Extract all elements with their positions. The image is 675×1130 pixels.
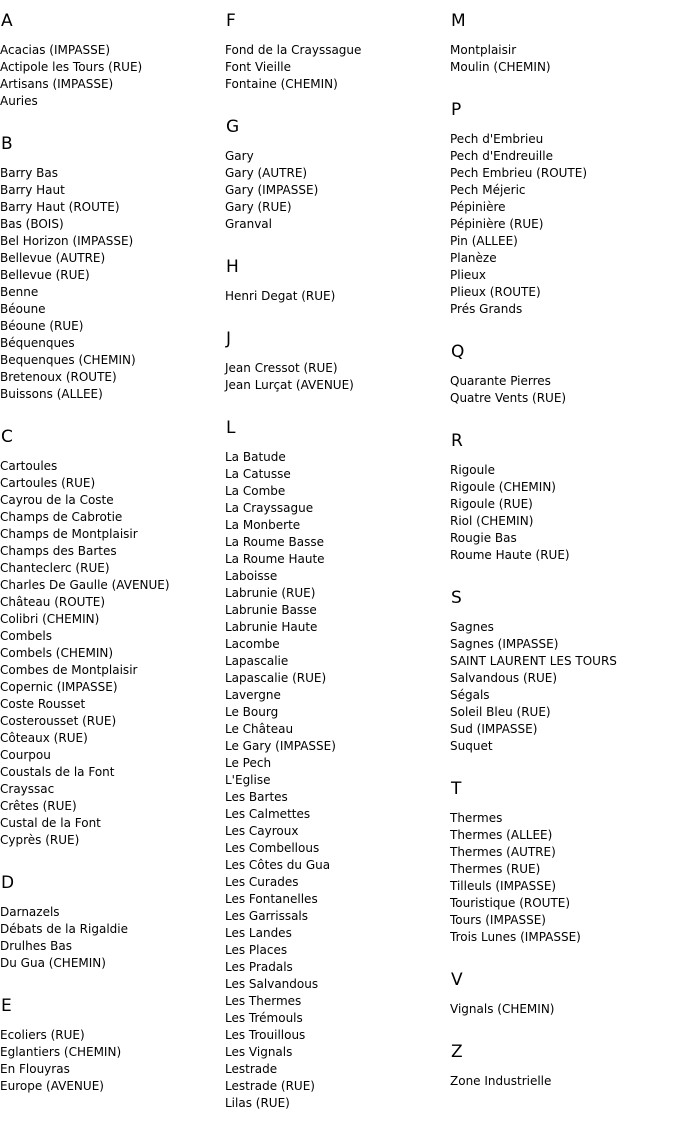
street-link[interactable]: Granval — [225, 217, 272, 231]
street-link[interactable]: Les Bartes — [225, 790, 288, 804]
street-link[interactable]: Font Vieille — [225, 60, 291, 74]
street-link[interactable]: Les Curades — [225, 875, 299, 889]
street-link[interactable]: Custal de la Font — [0, 816, 101, 830]
street-link[interactable]: Béoune (RUE) — [0, 319, 84, 333]
street-link[interactable]: Quatre Vents (RUE) — [450, 391, 567, 405]
street-list — [225, 42, 450, 93]
street-link[interactable]: Ecoliers (RUE) — [0, 1028, 85, 1042]
street-link[interactable]: Château (ROUTE) — [0, 595, 106, 609]
street-link[interactable]: Darnazels — [0, 905, 60, 919]
street-link[interactable]: Labrunie Haute — [225, 620, 318, 634]
letter-section — [225, 417, 450, 1112]
street-link[interactable]: Costerousset (RUE) — [0, 714, 117, 728]
street-list — [450, 373, 675, 407]
letter-section — [450, 778, 675, 946]
street-link[interactable]: Pin (ALLEE) — [450, 234, 518, 248]
letter-section — [450, 430, 675, 564]
street-link[interactable]: Le Château — [225, 722, 294, 736]
street-link[interactable]: Cartoules — [0, 459, 58, 473]
letter-heading: F — [226, 11, 236, 31]
street-list — [225, 449, 450, 1112]
street-link[interactable]: Gary (AUTRE) — [225, 166, 308, 180]
street-link[interactable]: Suquet — [450, 739, 493, 753]
street-list — [450, 42, 675, 76]
street-link[interactable]: Acacias (IMPASSE) — [0, 43, 111, 57]
street-link[interactable]: Cayrou de la Coste — [0, 493, 114, 507]
street-index-column-3 — [450, 0, 675, 1090]
street-link[interactable]: Vignals (CHEMIN) — [450, 1002, 555, 1016]
street-link[interactable]: Champs des Bartes — [0, 544, 117, 558]
letter-heading: B — [1, 134, 13, 154]
street-link[interactable]: Europe (AVENUE) — [0, 1079, 104, 1093]
letter-heading: L — [226, 418, 236, 438]
street-link[interactable]: Lilas (RUE) — [225, 1096, 290, 1110]
street-link[interactable]: Pech d'Embrieu — [450, 132, 544, 146]
letter-section — [0, 426, 225, 849]
letter-heading: V — [451, 970, 463, 990]
street-link[interactable]: Quarante Pierres — [450, 374, 551, 388]
street-link[interactable]: Buissons (ALLEE) — [0, 387, 103, 401]
street-link[interactable]: Thermes (AUTRE) — [450, 845, 556, 859]
street-list — [450, 810, 675, 946]
street-link[interactable]: Zone Industrielle — [450, 1074, 552, 1088]
street-link[interactable]: Champs de Montplaisir — [0, 527, 138, 541]
street-list — [225, 288, 450, 305]
street-link[interactable]: Charles De Gaulle (AVENUE) — [0, 578, 170, 592]
street-link[interactable]: Rigoule (CHEMIN) — [450, 480, 556, 494]
street-list — [450, 131, 675, 318]
letter-heading: J — [226, 329, 232, 349]
street-link[interactable]: Chanteclerc (RUE) — [0, 561, 110, 575]
street-link[interactable]: Cartoules (RUE) — [0, 476, 96, 490]
street-link[interactable]: Les Cayroux — [225, 824, 299, 838]
letter-section — [450, 341, 675, 407]
street-list — [450, 1073, 675, 1090]
street-link[interactable]: Bequenques (CHEMIN) — [0, 353, 136, 367]
street-link[interactable]: Pépinière (RUE) — [450, 217, 544, 231]
street-link[interactable]: Tilleuls (IMPASSE) — [450, 879, 557, 893]
letter-heading: H — [226, 257, 239, 277]
street-link[interactable]: Gary — [225, 149, 254, 163]
street-link[interactable]: Les Trémouls — [225, 1011, 303, 1025]
street-link[interactable]: Planèze — [450, 251, 497, 265]
letter-heading: A — [1, 11, 13, 31]
street-link[interactable]: Drulhes Bas — [0, 939, 73, 953]
street-index-column-2 — [225, 0, 450, 1112]
letter-section — [450, 99, 675, 318]
letter-section — [450, 969, 675, 1018]
street-link[interactable]: Barry Haut (ROUTE) — [0, 200, 120, 214]
street-link[interactable]: Henri Degat (RUE) — [225, 289, 336, 303]
street-link[interactable]: Crêtes (RUE) — [0, 799, 77, 813]
letter-section — [0, 872, 225, 972]
street-list — [225, 148, 450, 233]
street-link[interactable]: Artisans (IMPASSE) — [0, 77, 114, 91]
street-link[interactable]: Bellevue (AUTRE) — [0, 251, 106, 265]
street-link[interactable]: Coste Rousset — [0, 697, 86, 711]
street-link[interactable]: Labrunie Basse — [225, 603, 317, 617]
letter-section — [225, 116, 450, 233]
street-link[interactable]: Le Bourg — [225, 705, 279, 719]
street-link[interactable]: Thermes (RUE) — [450, 862, 541, 876]
letter-section — [0, 995, 225, 1095]
letter-section — [225, 10, 450, 93]
street-list — [0, 165, 225, 403]
street-link[interactable]: Lacombe — [225, 637, 280, 651]
street-list — [0, 1027, 225, 1095]
street-link[interactable]: Combels — [0, 629, 52, 643]
street-link[interactable]: Fond de la Crayssague — [225, 43, 362, 57]
street-link[interactable]: L'Eglise — [225, 773, 271, 787]
street-link[interactable]: Sagnes (IMPASSE) — [450, 637, 559, 651]
street-link[interactable]: Pech Embrieu (ROUTE) — [450, 166, 588, 180]
street-link[interactable]: Le Pech — [225, 756, 272, 770]
street-list — [450, 1001, 675, 1018]
street-link[interactable]: Rigoule — [450, 463, 495, 477]
letter-heading: Q — [451, 342, 465, 362]
street-link[interactable]: Le Gary (IMPASSE) — [225, 739, 336, 753]
letter-section — [0, 10, 225, 110]
street-list — [450, 619, 675, 755]
street-link[interactable]: Moulin (CHEMIN) — [450, 60, 551, 74]
street-link[interactable]: Bellevue (RUE) — [0, 268, 90, 282]
street-link[interactable]: La Roume Basse — [225, 535, 324, 549]
street-link[interactable]: Lavergne — [225, 688, 281, 702]
street-link[interactable]: Soleil Bleu (RUE) — [450, 705, 551, 719]
street-link[interactable]: La Crayssague — [225, 501, 314, 515]
street-link[interactable]: Combes de Montplaisir — [0, 663, 138, 677]
street-link[interactable]: Courpou — [0, 748, 51, 762]
street-link[interactable]: Eglantiers (CHEMIN) — [0, 1045, 122, 1059]
street-link[interactable]: Barry Bas — [0, 166, 58, 180]
street-link[interactable]: La Batude — [225, 450, 286, 464]
letter-section — [450, 1041, 675, 1090]
street-link[interactable]: Les Côtes du Gua — [225, 858, 331, 872]
street-link[interactable]: Benne — [0, 285, 39, 299]
street-link[interactable]: Lestrade (RUE) — [225, 1079, 315, 1093]
street-link[interactable]: Copernic (IMPASSE) — [0, 680, 118, 694]
street-link[interactable]: Tours (IMPASSE) — [450, 913, 546, 927]
street-link[interactable]: Trois Lunes (IMPASSE) — [450, 930, 581, 944]
street-link[interactable]: Prés Grands — [450, 302, 523, 316]
letter-heading: G — [226, 117, 240, 137]
street-link[interactable]: Combels (CHEMIN) — [0, 646, 114, 660]
street-link[interactable]: Laboisse — [225, 569, 278, 583]
street-link[interactable]: Les Vignals — [225, 1045, 293, 1059]
street-link[interactable]: Débats de la Rigaldie — [0, 922, 128, 936]
letter-heading: P — [451, 100, 462, 120]
street-link[interactable]: Montplaisir — [450, 43, 517, 57]
street-link[interactable]: Gary (RUE) — [225, 200, 292, 214]
street-link[interactable]: Béoune — [0, 302, 46, 316]
street-link[interactable]: Les Trouillous — [225, 1028, 306, 1042]
street-link[interactable]: Sud (IMPASSE) — [450, 722, 538, 736]
street-link[interactable]: Sagnes — [450, 620, 494, 634]
letter-heading: R — [451, 431, 463, 451]
street-link[interactable]: Thermes (ALLEE) — [450, 828, 553, 842]
street-list — [225, 360, 450, 394]
letter-section — [0, 133, 225, 403]
street-link[interactable]: Pech d'Endreuille — [450, 149, 553, 163]
street-link[interactable]: Bel Horizon (IMPASSE) — [0, 234, 134, 248]
street-link[interactable]: Fontaine (CHEMIN) — [225, 77, 338, 91]
street-link[interactable]: Les Landes — [225, 926, 292, 940]
street-link[interactable]: Ségals — [450, 688, 490, 702]
street-link[interactable]: Coustals de la Font — [0, 765, 115, 779]
street-index-column-1 — [0, 0, 225, 1095]
street-link[interactable]: Plieux — [450, 268, 486, 282]
letter-heading: C — [1, 427, 13, 447]
letter-section — [450, 10, 675, 76]
letter-section — [225, 328, 450, 394]
street-link[interactable]: Labrunie (RUE) — [225, 586, 316, 600]
street-link[interactable]: Les Places — [225, 943, 288, 957]
street-link[interactable]: Plieux (ROUTE) — [450, 285, 541, 299]
street-link[interactable]: Rigoule (RUE) — [450, 497, 533, 511]
street-link[interactable]: Actipole les Tours (RUE) — [0, 60, 143, 74]
street-link[interactable]: Gary (IMPASSE) — [225, 183, 319, 197]
street-link[interactable]: Les Fontanelles — [225, 892, 318, 906]
street-link[interactable]: Riol (CHEMIN) — [450, 514, 534, 528]
street-link[interactable]: Colibri (CHEMIN) — [0, 612, 100, 626]
street-list — [0, 458, 225, 849]
street-link[interactable]: Roume Haute (RUE) — [450, 548, 570, 562]
street-link[interactable]: Les Calmettes — [225, 807, 311, 821]
street-link[interactable]: Les Salvandous — [225, 977, 319, 991]
letter-heading: D — [1, 873, 15, 893]
street-link[interactable]: Crayssac — [0, 782, 55, 796]
street-link[interactable]: Les Combellous — [225, 841, 320, 855]
street-link[interactable]: Thermes — [450, 811, 503, 825]
street-link[interactable]: Lestrade — [225, 1062, 278, 1076]
street-link[interactable]: Lapascalie (RUE) — [225, 671, 327, 685]
street-link[interactable]: Bas (BOIS) — [0, 217, 64, 231]
letter-heading: Z — [451, 1042, 463, 1062]
letter-heading: S — [451, 588, 462, 608]
street-link[interactable]: Champs de Cabrotie — [0, 510, 123, 524]
street-link[interactable]: En Flouyras — [0, 1062, 70, 1076]
street-link[interactable]: Auries — [0, 94, 38, 108]
street-list — [0, 42, 225, 110]
street-link[interactable]: Du Gua (CHEMIN) — [0, 956, 106, 970]
street-list — [0, 904, 225, 972]
street-link[interactable]: Les Thermes — [225, 994, 302, 1008]
street-link[interactable]: La Monberte — [225, 518, 301, 532]
street-link[interactable]: La Roume Haute — [225, 552, 325, 566]
letter-section — [225, 256, 450, 305]
street-link[interactable]: Barry Haut — [0, 183, 65, 197]
street-link[interactable]: Jean Lurçat (AVENUE) — [225, 378, 354, 392]
street-link[interactable]: Les Pradals — [225, 960, 293, 974]
letter-heading: E — [1, 996, 12, 1016]
street-link[interactable]: Touristique (ROUTE) — [450, 896, 571, 910]
street-link[interactable]: La Combe — [225, 484, 286, 498]
street-link[interactable]: Les Garrissals — [225, 909, 309, 923]
street-link[interactable]: Pépinière — [450, 200, 506, 214]
street-link[interactable]: Bretenoux (ROUTE) — [0, 370, 117, 384]
street-link[interactable]: La Catusse — [225, 467, 291, 481]
street-link[interactable]: Béquenques — [0, 336, 75, 350]
letter-heading: T — [451, 779, 462, 799]
street-link[interactable]: SAINT LAURENT LES TOURS — [450, 654, 617, 668]
street-link[interactable]: Côteaux (RUE) — [0, 731, 88, 745]
street-link[interactable]: Lapascalie — [225, 654, 289, 668]
street-link[interactable]: Cyprès (RUE) — [0, 833, 80, 847]
letter-heading: M — [451, 11, 466, 31]
street-link[interactable]: Jean Cressot (RUE) — [225, 361, 338, 375]
letter-section — [450, 587, 675, 755]
street-list — [450, 462, 675, 564]
street-link[interactable]: Rougie Bas — [450, 531, 517, 545]
street-link[interactable]: Salvandous (RUE) — [450, 671, 558, 685]
street-link[interactable]: Pech Méjeric — [450, 183, 526, 197]
